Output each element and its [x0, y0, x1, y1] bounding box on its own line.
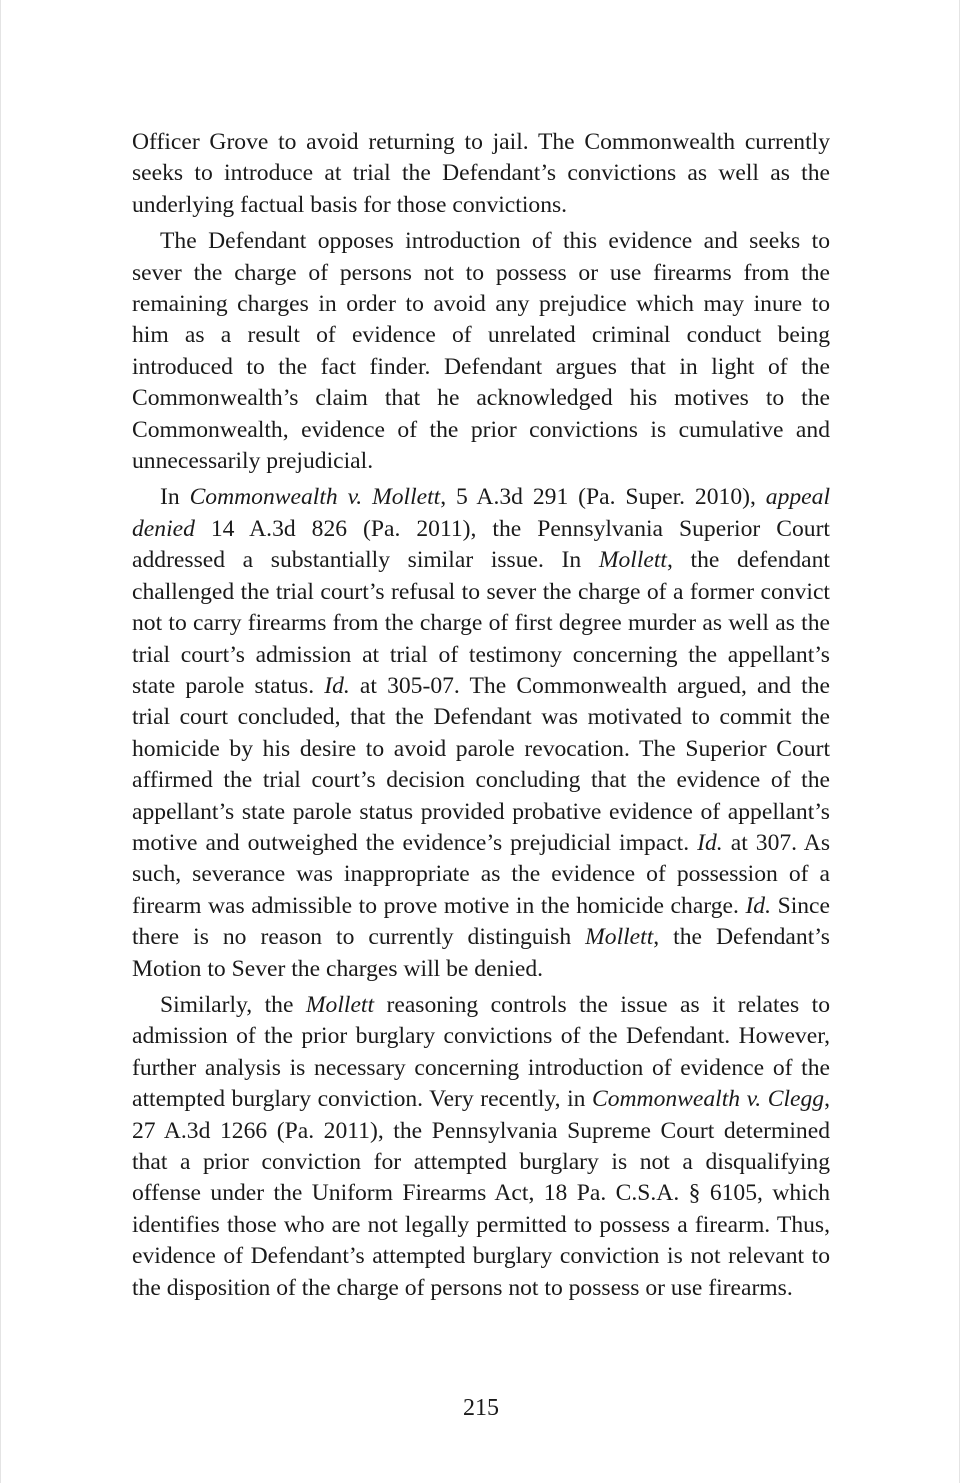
- body-text: [132, 127, 830, 1309]
- citation-signal: appeal denied: [132, 484, 830, 542]
- text-run: In: [160, 484, 190, 511]
- case-citation: Commonwealth v. Mollett: [189, 484, 441, 511]
- paragraph-2: [132, 226, 830, 477]
- text-run: Since there is no reason to currently distinguish: [132, 892, 830, 951]
- case-short-name: Mollett: [305, 991, 375, 1018]
- text-run: , 5 A.3d 291 (Pa. Super. 2010),: [440, 484, 766, 511]
- text-run: The Defendant opposes introduction of this evidence and seeks to sever the charge of persons not to possess or use firearms from the remaining charges in order to avoid any prejudice which may inure to him as a result of evidence of unrelated criminal conduct being introduced to the fact finder. Defendant argues that in light of the Commonwealth’s claim that he acknowledged his motives to the Commonwealth, evidence of the prior convictions is cumulative and unnecessarily prejudicial.: [132, 228, 830, 475]
- id-citation: Id.: [324, 672, 350, 699]
- page-number: 215: [463, 1395, 499, 1421]
- text-run: , the defendant challenged the trial court’s refusal to sever the charge of a former convict not to carry firearms from the charge of first degree murder as well as the trial court’s admission at trial of testimony concerning the appellant’s state parole status.: [132, 547, 830, 699]
- text-run: , the Defendant’s Motion to Sever the charges will be denied.: [132, 924, 830, 982]
- text-run: , 27 A.3d 1266 (Pa. 2011), the Pennsylvania Supreme Court determined that a prior conviction for attempted burglary is not a disqualifying offense under the Uniform Firearms Act, 18 Pa. C.S.A. § 6105, which identifies those who are not legally permitted to possess a firearm. Thus, evidence of Defendant’s attempted burglary conviction is not relevant to the disposition of the charge of persons not to possess or use firearms.: [132, 1086, 830, 1301]
- text-run: Similarly, the: [160, 991, 306, 1018]
- paragraph-1: [132, 127, 830, 221]
- case-citation: Commonwealth v. Clegg: [591, 1086, 825, 1113]
- id-citation: Id.: [697, 829, 723, 856]
- text-run: Officer Grove to avoid returning to jail. The Commonwealth currently seeks to introduce at trial the Defendant’s convictions as well as the underlying factual basis for those convictions.: [132, 129, 830, 218]
- text-run: 14 A.3d 826 (Pa. 2011), the Pennsylvania Superior Court addressed a substantially similar issue. In: [132, 515, 830, 574]
- id-citation: Id.: [745, 892, 772, 919]
- text-run: at 307. As such, severance was inappropriate as the evidence of possession of a firearm was admissible to prove motive in the homicide charge.: [132, 829, 830, 919]
- case-short-name: Mollett: [598, 547, 667, 574]
- paragraph-3: [132, 482, 830, 985]
- case-short-name: Mollett: [585, 924, 654, 951]
- paragraph-4: [132, 990, 830, 1304]
- text-run: reasoning controls the issue as it relates to admission of the prior burglary convictions of the Defendant. However, further analysis is necessary concerning introduction of evidence of the attempted burglary conviction. Very recently, in: [132, 991, 830, 1113]
- text-run: at 305-07. The Commonwealth argued, and the trial court concluded, that the Defendant was motivated to commit the homicide by his desire to avoid parole revocation. The Superior Court affirmed the trial court’s decision concluding that the evidence of the appellant’s state parole status provided probative evidence of appellant’s motive and outweighed the evidence’s prejudicial impact.: [132, 672, 830, 856]
